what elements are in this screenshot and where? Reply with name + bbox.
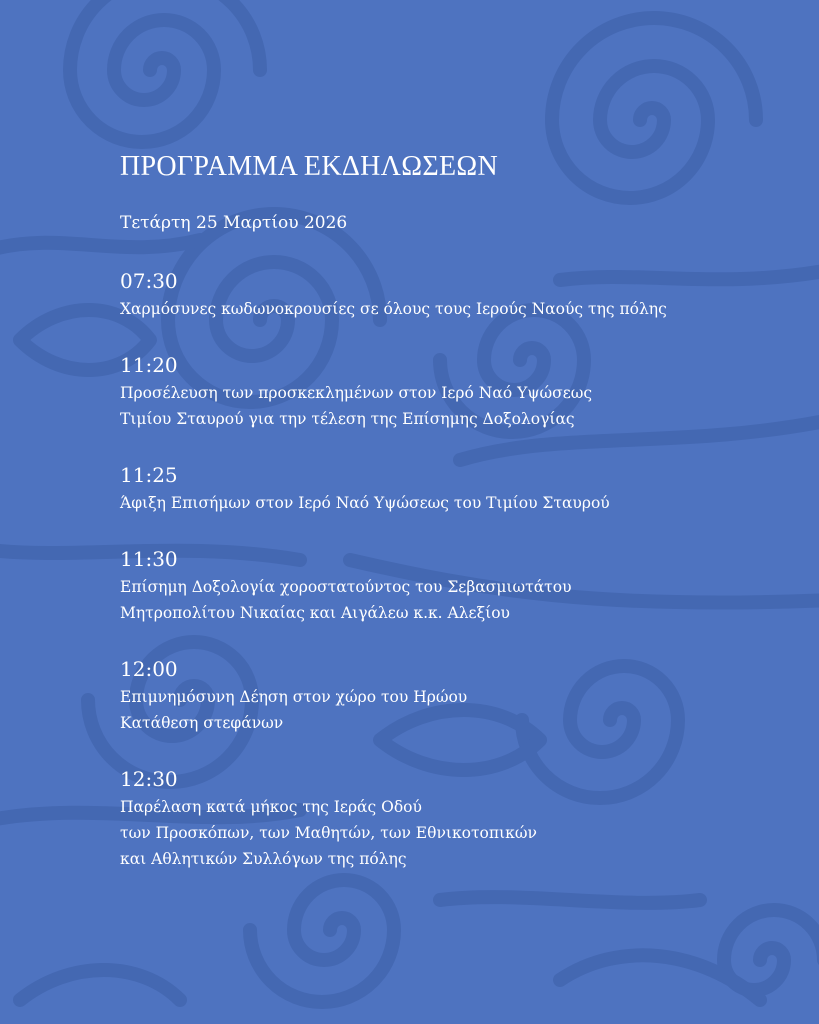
event-description: των Προσκόπων, των Μαθητών, των Εθνικοτοπικών (120, 824, 537, 842)
event-time: 07:30 (120, 269, 178, 293)
program-date: Τετάρτη 25 Μαρτίου 2026 (120, 213, 348, 233)
event-item (120, 352, 800, 432)
event-time: 11:25 (120, 463, 178, 487)
event-program (120, 150, 800, 902)
event-time: 11:20 (120, 353, 178, 377)
event-description: Κατάθεση στεφάνων (120, 714, 284, 732)
event-description: Άφιξη Επισήμων στον Ιερό Ναό Υψώσεως του Τιμίου Σταυρού (120, 494, 610, 512)
event-item (120, 268, 800, 322)
event-time: 12:30 (120, 767, 178, 791)
event-description: Χαρμόσυνες κωδωνοκρουσίες σε όλους τους Ιερούς Ναούς της πόλης (120, 300, 667, 318)
event-description: Μητροπολίτου Νικαίας και Αιγάλεω κ.κ. Αλεξίου (120, 604, 510, 622)
event-description: Επίσημη Δοξολογία χοροστατούντος του Σεβασμιωτάτου (120, 578, 572, 596)
program-title: ΠΡΟΓΡΑΜΜΑ ΕΚΔΗΛΩΣΕΩΝ (120, 151, 499, 182)
event-description: και Αθλητικών Συλλόγων της πόλης (120, 850, 407, 868)
event-description: Επιμνημόσυνη Δέηση στον χώρο του Ηρώου (120, 688, 468, 706)
event-item (120, 766, 800, 872)
event-item (120, 462, 800, 516)
event-item (120, 656, 800, 736)
event-description: Τιμίου Σταυρού για την τέλεση της Επίσημης Δοξολογίας (120, 410, 575, 428)
event-item (120, 546, 800, 626)
event-time: 11:30 (120, 547, 178, 571)
event-description: Προσέλευση των προσκεκλημένων στον Ιερό Ναό Υψώσεως (120, 384, 593, 402)
event-description: Παρέλαση κατά μήκος της Ιεράς Οδού (120, 798, 422, 816)
event-time: 12:00 (120, 657, 178, 681)
